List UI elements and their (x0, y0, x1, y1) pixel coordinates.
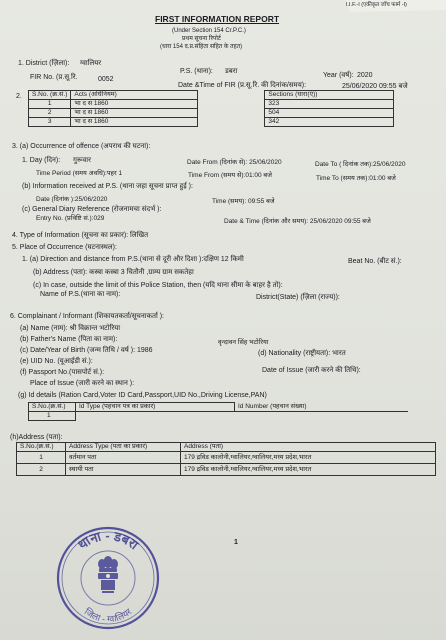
gd-date-time: Date & Time (दिनांक और समय): 25/06/2020 09:55 बजे (224, 218, 371, 225)
table-row: 1 भा द स 1860 323 (29, 100, 394, 109)
col-header-sno: S.No.(क्र.सं.) (17, 443, 66, 452)
police-station-stamp (52, 520, 164, 632)
id-details-table (28, 402, 408, 421)
subtitle-hindi-section: (धारा 154 द.प्र.संहिता सहित के तहत) (160, 44, 243, 50)
passport-number: (f) Passport No.(पासपोर्ट सं.): (20, 369, 105, 376)
col-header-sections: Sections (धारा(एं)) (265, 91, 394, 100)
complainant-name: (a) Name (नाम): श्री विक्रान्त भटोरिया (20, 325, 121, 332)
outside-limit: (c) In case, outside the limit of this Police Station, then (यदि थाना सीमा के बाहर है तो): (33, 282, 283, 289)
year-value: 2020 (357, 72, 373, 79)
direction-distance: 1. (a) Direction and distance from P.S.(थाना से दूरी और दिशा ):दक्षिण 12 किमी (22, 256, 244, 263)
district-label: 1. District (ज़िला): (18, 60, 70, 67)
day-value: गुरूवार (73, 157, 91, 164)
info-received: (b) Information received at P.S. (थाना जहा सूचना प्राप्त हुई ): (22, 183, 193, 190)
date-of-issue: Date of Issue (जारी करने की तिथि): (262, 367, 361, 374)
col-header-sno: S.No.(क्र.सं.) (29, 403, 76, 412)
beat-number: Beat No. (बीट सं.): (348, 258, 402, 265)
date-of-birth: (c) Date/Year of Birth (जन्म तिथि / वर्ष ): 1986 (20, 347, 153, 354)
fir-label: FIR No. (प्र.सू.रि. (30, 74, 78, 81)
svg-text:थाना - डबरा: थाना - डबरा (75, 527, 142, 553)
year-label: Year (वर्ष): (323, 72, 354, 79)
complainant-heading: 6. Complainant / Informant (शिकायतकर्ता/सूचनाकर्ता ): (10, 313, 164, 320)
address-table (16, 442, 436, 476)
subtitle-hindi: प्रथम सूचना रिपोर्ट (182, 36, 221, 42)
info-time: Time (समय): 09:55 बजे (212, 198, 275, 205)
col-header-sno: S.No. (क्र.सं.) (29, 91, 71, 100)
col-header-id-type: Id Type (पहचान पत्र का प्रकार) (76, 403, 235, 412)
col-header-acts: Acts (अधिनियम) (71, 91, 198, 100)
gd-reference: (c) General Diary Reference (रोजनामचा संदर्भ ): (22, 206, 162, 213)
acts-sections-table (28, 90, 394, 127)
nationality: (d) Nationality (राष्ट्रीयता): भारत (258, 350, 346, 357)
svg-text:जिला - ग्वालियर: जिला - ग्वालियर (82, 606, 134, 625)
table-row: 1 वर्तमान पता 179 द्रविड कालोनी,ग्वालियर,ग्वालियर,मध्य प्रदेश,भारत (17, 452, 436, 464)
ps-label: P.S. (थाना): (180, 68, 213, 75)
document-title: FIRST INFORMATION REPORT (155, 14, 280, 24)
info-date: Date (दिनांक ):25/06/2020 (36, 196, 108, 203)
table-row: 1 (29, 412, 409, 421)
subtitle-section: (Under Section 154 Cr.P.C.) (172, 28, 246, 34)
place-heading: 5. Place of Occurrence (घटनास्थल): (12, 244, 117, 251)
id-details-heading: (g) Id details (Ration Card,Voter ID Card,Passport,UID No.,Driving License,PAN) (18, 392, 267, 399)
ps-name: Name of P.S.(थाना का नाम): (40, 291, 121, 298)
fir-date-value: 25/06/2020 09:55 बजे (342, 83, 408, 90)
table-row: 3 भा द स 1860 342 (29, 118, 394, 127)
district-state: District(State) (ज़िला (राज्य)): (256, 294, 340, 301)
col-header-address: Address (पता) (181, 443, 436, 452)
section-2-number: 2. (16, 93, 22, 100)
uid-number: (e) UID No. (यूआईडी सं.): (20, 358, 93, 365)
table-row: 2 भा द स 1860 504 (29, 109, 394, 118)
fir-date-label: Date &Time of FIR (प्र.सू.रि. की दिनांक/समय): (178, 82, 307, 89)
day-label: 1. Day (दिन): (22, 157, 61, 164)
table-row: 2 स्थायी पता 179 द्रविड कालोनी,ग्वालियर,ग्वालियर,मध्य प्रदेश,भारत (17, 464, 436, 476)
occurrence-heading: 3. (a) Occurrence of offence (अपराध की घटना): (12, 143, 151, 150)
time-to: Time To (समय तक):01:00 बजे (316, 175, 396, 182)
form-tag: I.I.F.-I (एकीकृत जाँच फार्म -I) (346, 2, 407, 8)
col-header-address-type: Address Type (पता का प्रकार) (66, 443, 181, 452)
time-period: Time Period (समय अवधि):पहर 1 (36, 170, 123, 177)
col-header-id-number: Id Number (पहचान संख्या) (235, 403, 409, 412)
page-number: 1 (234, 539, 238, 546)
fir-number: 0052 (98, 76, 114, 83)
ps-value: डबरा (225, 68, 238, 75)
occurrence-address: (b) Address (पता): कस्बा कस्बा 3 चितौनी ,ग्राम्य ग्राम सकतेहा (33, 269, 194, 276)
district-value: ग्वालियर (80, 60, 102, 67)
date-to: Date To ( दिनांक तक):25/06/2020 (315, 161, 406, 168)
date-from: Date From (दिनांक से): 25/06/2020 (187, 159, 282, 166)
father-name-value: वृन्दावन सिंह भटोरिया (218, 339, 269, 346)
place-of-issue: Place of Issue (जारी करने का स्थान ): (30, 380, 135, 387)
type-of-information: 4. Type of Information (सूचना का प्रकार): लिखित (12, 232, 149, 239)
address-heading: (h)Address (पता): (10, 434, 63, 441)
father-name-label: (b) Father's Name (पिता का नाम): (20, 336, 118, 343)
gd-entry: Entry No. (प्रविष्टि सं.):029 (36, 215, 105, 222)
national-emblem-icon (98, 556, 118, 593)
time-from: Time From (समय से):01:00 बजे (188, 172, 272, 179)
